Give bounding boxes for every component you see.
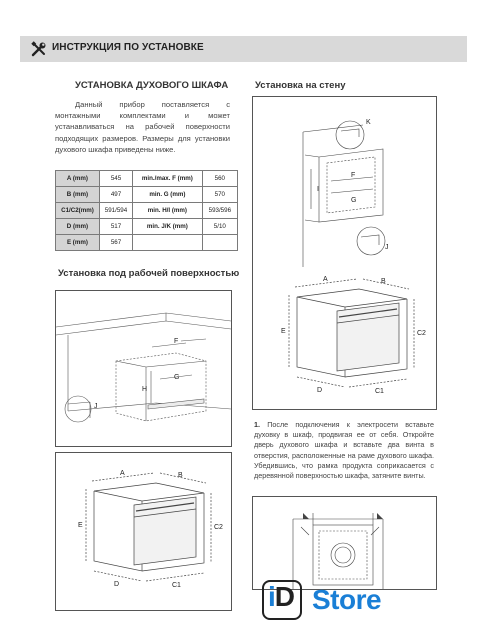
- screw-detail-diagram: [253, 497, 436, 589]
- wall-installation-panel: [252, 96, 437, 410]
- table-row: [56, 203, 238, 219]
- table-cell: A (mm): [56, 171, 100, 187]
- wrench-screwdriver-icon: [30, 40, 48, 58]
- table-cell: min. H/I (mm): [133, 203, 203, 219]
- table-cell: 567: [99, 235, 132, 251]
- logo-d: D: [274, 581, 295, 612]
- table-cell: [202, 235, 237, 251]
- table-row: [56, 187, 238, 203]
- step-1-text: [254, 420, 434, 481]
- section-title-oven-installation: УСТАНОВКА ДУХОВОГО ШКАФА: [75, 80, 229, 91]
- dimensions-table: [55, 170, 238, 251]
- logo-i: i: [268, 581, 275, 612]
- label-a-left: A: [120, 470, 125, 477]
- table-cell: 517: [99, 219, 132, 235]
- step-number: 1.: [254, 420, 260, 429]
- table-cell: 545: [99, 171, 132, 187]
- table-cell: 497: [99, 187, 132, 203]
- logo-store-text: Store: [312, 584, 382, 615]
- table-cell: min. J/K (mm): [133, 219, 203, 235]
- table-cell: C1/C2(mm): [56, 203, 100, 219]
- label-d-left: D: [114, 581, 120, 588]
- table-cell: 570: [202, 187, 237, 203]
- table-row: [56, 235, 238, 251]
- table-cell: D (mm): [56, 219, 100, 235]
- label-g: G: [174, 374, 180, 381]
- label-k: K: [366, 119, 371, 126]
- page-title: ИНСТРУКЦИЯ ПО УСТАНОВКЕ: [52, 42, 204, 53]
- label-d-right: D: [317, 387, 323, 394]
- label-h: H: [142, 386, 148, 393]
- label-b-left: B: [178, 472, 183, 479]
- table-cell: 593/596: [202, 203, 237, 219]
- label-f: F: [174, 338, 179, 345]
- label-e-left: E: [78, 522, 83, 529]
- table-cell: B (mm): [56, 187, 100, 203]
- section-title-under-worktop: Установка под рабочей поверхностью: [58, 268, 240, 279]
- label-i: I: [317, 186, 319, 193]
- section-title-wall-installation: Установка на стену: [255, 80, 346, 91]
- label-a-right: A: [323, 276, 328, 283]
- oven-dimensions-diagram-left: [56, 453, 231, 610]
- label-f-wall: F: [351, 172, 356, 179]
- label-c2-right: C2: [417, 330, 426, 337]
- table-cell: [133, 235, 203, 251]
- table-cell: 591/594: [99, 203, 132, 219]
- screw-detail-panel: [252, 496, 437, 590]
- label-e-right: E: [281, 328, 286, 335]
- label-j: J: [94, 403, 98, 410]
- step-1-body: После подключения к электросети вставьте духовку в шкаф, продвигая ее от себя. Откройте дверь духового шкафа и вставьте два винта в отверстия, расположенные на раме духового шкафа. Убедившись, что рамка продукта соприкасается с деревянной поверхностью шкафа, затяните винты.: [254, 420, 434, 481]
- label-c2-left: C2: [214, 524, 223, 531]
- under-worktop-diagram-panel: [55, 290, 232, 447]
- table-cell: min./max. F (mm): [133, 171, 203, 187]
- label-c1-left: C1: [172, 582, 181, 589]
- table-cell: 560: [202, 171, 237, 187]
- table-row: [56, 171, 238, 187]
- table-row: [56, 219, 238, 235]
- table-cell: E (mm): [56, 235, 100, 251]
- table-cell: min. G (mm): [133, 187, 203, 203]
- table-cell: 5/10: [202, 219, 237, 235]
- label-g-wall: G: [351, 197, 357, 204]
- logo-id: [268, 581, 294, 613]
- intro-paragraph: Данный прибор поставляется с монтажными комплектами и может устанавливаться на рабочей поверхности подходящих размеров. Размеры для установки духового шкафа приведены ниже.: [55, 100, 230, 154]
- label-j-wall: J: [385, 244, 389, 251]
- label-c1-right: C1: [375, 388, 384, 395]
- under-worktop-diagram: [56, 291, 231, 446]
- under-worktop-oven-dimensions-panel: [55, 452, 232, 611]
- wall-installation-diagram: [253, 97, 436, 409]
- label-b-right: B: [381, 278, 386, 285]
